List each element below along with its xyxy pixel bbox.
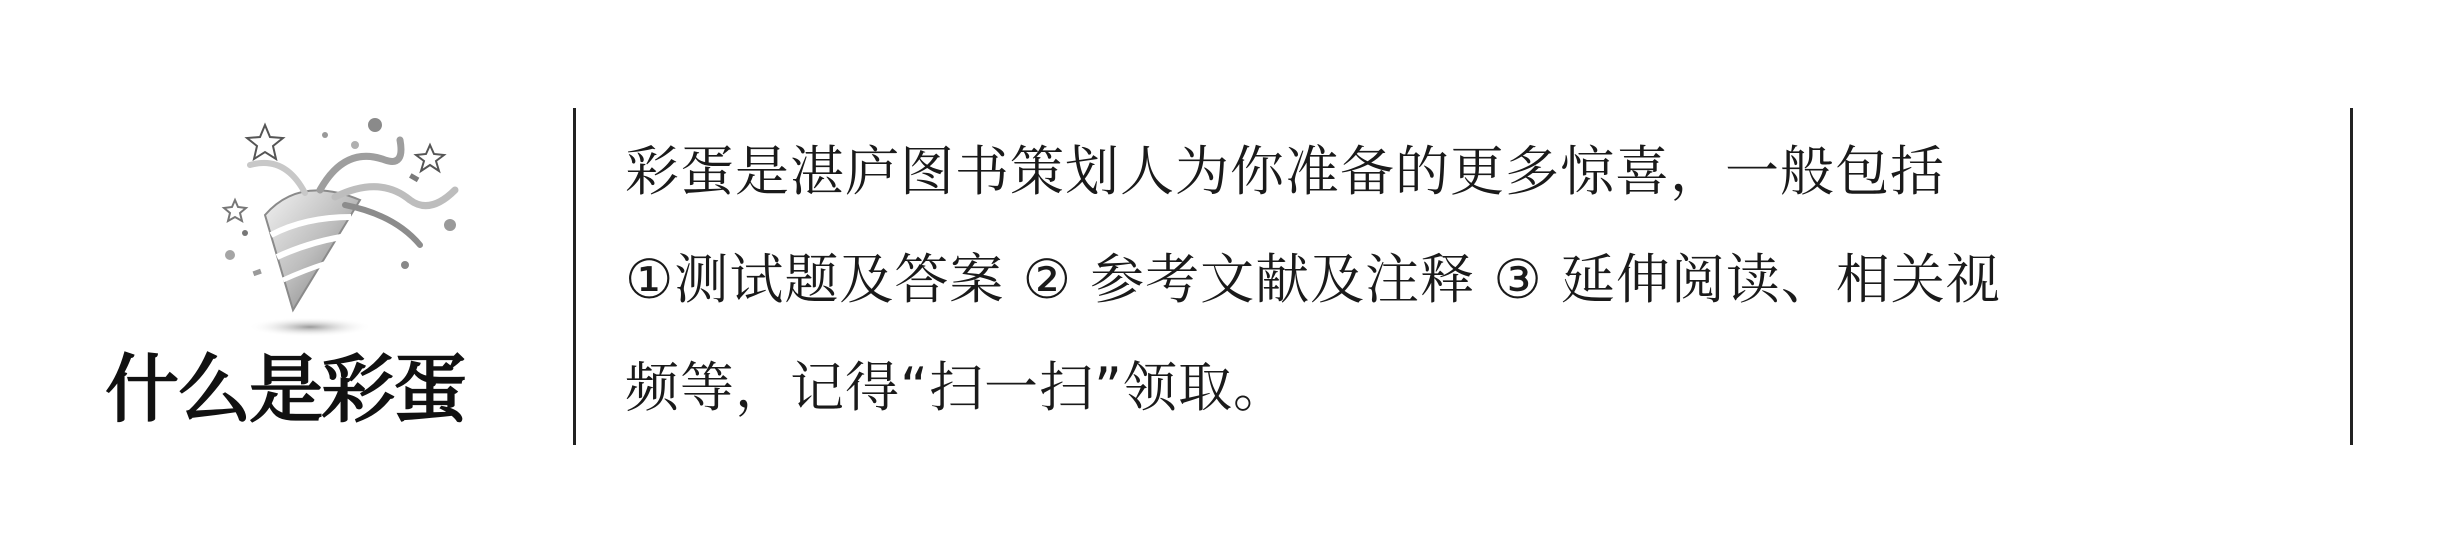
section-title: 什么是彩蛋 (105, 347, 465, 433)
description-line-1: 彩蛋是湛庐图书策划人为你准备的更多惊喜，一般包括 (625, 140, 1945, 203)
right-divider (2350, 108, 2353, 445)
description-line-3: 频等，记得“扫一扫”领取。 (625, 356, 1288, 419)
description-block (625, 118, 2325, 448)
party-popper-icon (205, 105, 475, 340)
left-divider (573, 108, 576, 445)
description-line-2: ①测试题及答案 ② 参考文献及注释 ③ 延伸阅读、相关视 (625, 248, 2001, 311)
